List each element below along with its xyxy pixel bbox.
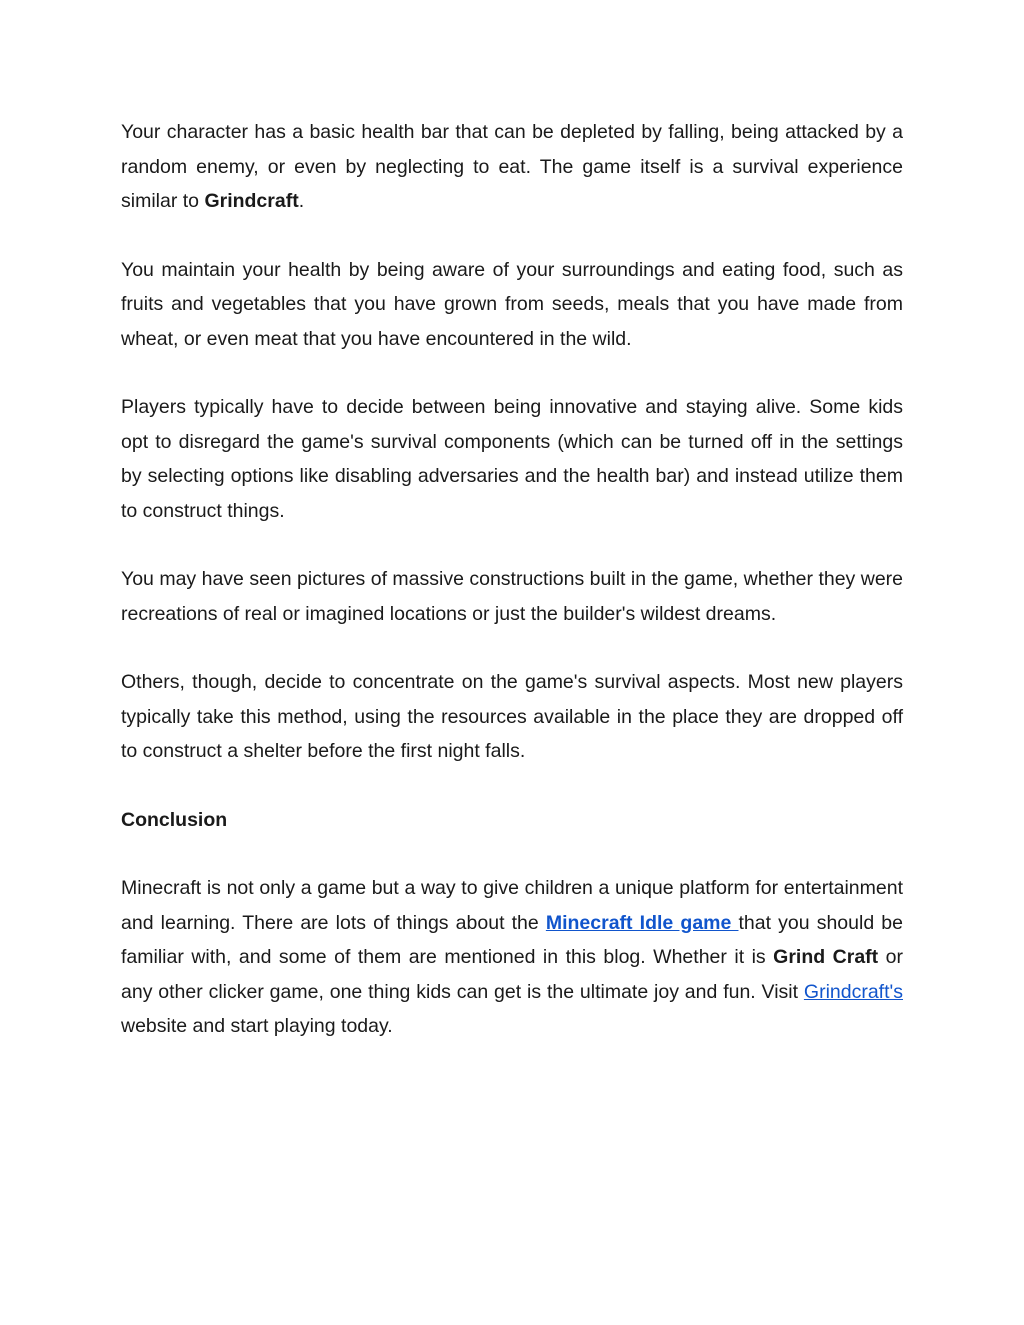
paragraph-maintain-health: You maintain your health by being aware of your surroundings and eating food, such as fruits and vegetables that you have grown from seeds, meals that you have made from wheat, or even meat that you have encountered in the wild. [121,258,903,350]
grind-craft-bold: Grind Craft [773,946,879,968]
grindcrafts-website-link[interactable]: Grindcraft's [803,980,903,1003]
minecraft-idle-game-link[interactable]: Minecraft Idle game [545,911,739,934]
paragraph-constructions: You may have seen pictures of massive constructions built in the game, whether they were recreations of real or imagined locations or just the builder's wildest dreams. [121,568,903,625]
conclusion-text-4: website and start playing today. [121,1015,393,1037]
paragraph-health-bar [121,115,903,219]
paragraph-text: Your character has a basic health bar that can be depleted by falling, being attacked by a random enemy, or even by neglecting to eat. The game itself is a survival experience similar to [121,121,903,212]
conclusion-text-1: Minecraft is not only a game but a way to give children a unique platform for entertainment and learning. There are lots of things about the [121,877,903,934]
paragraph-survival-aspects: Others, though, decide to concentrate on the game's survival aspects. Most new players typically take this method, using the resources available in the place they are dropped off to construct a shelter before the first night falls. [121,671,903,762]
document-page [121,115,903,1078]
paragraph-conclusion [121,871,903,1044]
paragraph-end: . [298,190,305,212]
grindcraft-bold: Grindcraft [204,190,299,212]
conclusion-text-2: that you should be familiar with, and some of them are mentioned in this blog. Whether it is [121,911,904,968]
conclusion-heading: Conclusion [121,808,228,831]
paragraph-players-decide: Players typically have to decide between being innovative and staying alive. Some kids opt to disregard the game's survival components (which can be turned off in the settings by selecting options like disabling adversaries and the health bar) and instead utilize them to construct things. [121,396,903,522]
conclusion-text-3: or any other clicker game, one thing kids can get is the ultimate joy and fun. Visit [121,946,903,1003]
